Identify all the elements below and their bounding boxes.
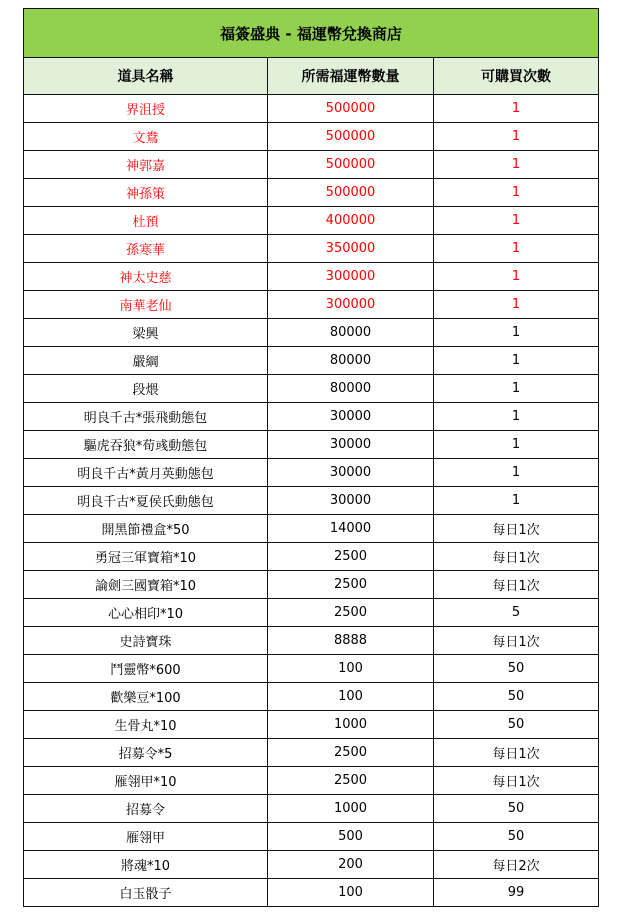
item-name-cell: 雁翎甲*10: [24, 767, 268, 795]
cost-cell: 30000: [268, 459, 434, 487]
purchase-limit-cell: 1: [434, 403, 599, 431]
purchase-limit-cell: 每日1次: [434, 767, 599, 795]
purchase-limit-cell: 1: [434, 291, 599, 319]
cost-cell: 100: [268, 683, 434, 711]
exchange-shop-table: [23, 8, 599, 907]
item-name-cell: 文鴦: [24, 123, 268, 151]
item-name-cell: 白玉骰子: [24, 879, 268, 907]
cost-cell: 500: [268, 823, 434, 851]
item-name-cell: 鬥靈幣*600: [24, 655, 268, 683]
table-row: [24, 207, 599, 235]
cost-cell: 30000: [268, 487, 434, 515]
table-row: [24, 851, 599, 879]
item-name-cell: 界沮授: [24, 95, 268, 123]
table-row: [24, 739, 599, 767]
table-row: [24, 767, 599, 795]
item-name-cell: 史詩寶珠: [24, 627, 268, 655]
cost-cell: 30000: [268, 403, 434, 431]
item-name-cell: 明良千古*黃月英動態包: [24, 459, 268, 487]
table-row: [24, 431, 599, 459]
purchase-limit-cell: 1: [434, 375, 599, 403]
item-name-cell: 招募令: [24, 795, 268, 823]
purchase-limit-cell: 1: [434, 459, 599, 487]
cost-cell: 30000: [268, 431, 434, 459]
cost-cell: 80000: [268, 347, 434, 375]
item-name-cell: 心心相印*10: [24, 599, 268, 627]
purchase-limit-cell: 1: [434, 95, 599, 123]
table-row: [24, 459, 599, 487]
cost-cell: 100: [268, 879, 434, 907]
purchase-limit-cell: 每日1次: [434, 739, 599, 767]
cost-cell: 2500: [268, 599, 434, 627]
item-name-cell: 明良千古*夏侯氏動態包: [24, 487, 268, 515]
cost-cell: 500000: [268, 95, 434, 123]
header-row: [24, 58, 599, 95]
table-row: [24, 599, 599, 627]
item-name-cell: 段煨: [24, 375, 268, 403]
purchase-limit-cell: 50: [434, 655, 599, 683]
table-row: [24, 263, 599, 291]
table-row: [24, 795, 599, 823]
table-row: [24, 543, 599, 571]
cost-cell: 500000: [268, 151, 434, 179]
purchase-limit-cell: 每日1次: [434, 571, 599, 599]
title-row: [24, 9, 599, 58]
item-name-cell: 開黑節禮盒*50: [24, 515, 268, 543]
cost-cell: 1000: [268, 795, 434, 823]
table-row: [24, 711, 599, 739]
cost-cell: 80000: [268, 319, 434, 347]
purchase-limit-cell: 1: [434, 207, 599, 235]
item-name-cell: 神孫策: [24, 179, 268, 207]
cost-cell: 350000: [268, 235, 434, 263]
table-row: [24, 683, 599, 711]
cost-cell: 100: [268, 655, 434, 683]
item-name-cell: 歡樂豆*100: [24, 683, 268, 711]
purchase-limit-cell: 每日1次: [434, 627, 599, 655]
table-row: [24, 571, 599, 599]
cost-cell: 1000: [268, 711, 434, 739]
purchase-limit-cell: 99: [434, 879, 599, 907]
purchase-limit-cell: 50: [434, 711, 599, 739]
item-name-cell: 孫寒華: [24, 235, 268, 263]
cost-cell: 300000: [268, 291, 434, 319]
cost-cell: 14000: [268, 515, 434, 543]
item-name-cell: 南華老仙: [24, 291, 268, 319]
purchase-limit-cell: 每日1次: [434, 543, 599, 571]
item-name-cell: 雁翎甲: [24, 823, 268, 851]
table-body: [24, 95, 599, 907]
table-row: [24, 95, 599, 123]
purchase-limit-cell: 1: [434, 151, 599, 179]
item-name-cell: 神郭嘉: [24, 151, 268, 179]
table-row: [24, 291, 599, 319]
column-header-purchase-limit: 可購買次數: [434, 58, 599, 95]
item-name-cell: 杜預: [24, 207, 268, 235]
cost-cell: 500000: [268, 179, 434, 207]
table-title: 福簽盛典 - 福運幣兌換商店: [24, 9, 599, 58]
item-name-cell: 招募令*5: [24, 739, 268, 767]
cost-cell: 2500: [268, 739, 434, 767]
column-header-cost: 所需福運幣數量: [268, 58, 434, 95]
item-name-cell: 梁興: [24, 319, 268, 347]
cost-cell: 500000: [268, 123, 434, 151]
item-name-cell: 神太史慈: [24, 263, 268, 291]
purchase-limit-cell: 1: [434, 123, 599, 151]
purchase-limit-cell: 1: [434, 347, 599, 375]
cost-cell: 200: [268, 851, 434, 879]
table-row: [24, 347, 599, 375]
table-row: [24, 487, 599, 515]
item-name-cell: 將魂*10: [24, 851, 268, 879]
item-name-cell: 論劍三國寶箱*10: [24, 571, 268, 599]
purchase-limit-cell: 5: [434, 599, 599, 627]
table-row: [24, 655, 599, 683]
cost-cell: 2500: [268, 767, 434, 795]
purchase-limit-cell: 每日2次: [434, 851, 599, 879]
table-row: [24, 319, 599, 347]
purchase-limit-cell: 1: [434, 179, 599, 207]
table-row: [24, 627, 599, 655]
table-row: [24, 375, 599, 403]
item-name-cell: 驅虎吞狼*荀彧動態包: [24, 431, 268, 459]
item-name-cell: 生骨丸*10: [24, 711, 268, 739]
table-row: [24, 151, 599, 179]
cost-cell: 80000: [268, 375, 434, 403]
table-row: [24, 879, 599, 907]
item-name-cell: 勇冠三軍寶箱*10: [24, 543, 268, 571]
purchase-limit-cell: 1: [434, 235, 599, 263]
purchase-limit-cell: 每日1次: [434, 515, 599, 543]
purchase-limit-cell: 50: [434, 823, 599, 851]
cost-cell: 2500: [268, 571, 434, 599]
purchase-limit-cell: 1: [434, 487, 599, 515]
cost-cell: 8888: [268, 627, 434, 655]
item-name-cell: 明良千古*張飛動態包: [24, 403, 268, 431]
table-row: [24, 179, 599, 207]
cost-cell: 400000: [268, 207, 434, 235]
cost-cell: 2500: [268, 543, 434, 571]
purchase-limit-cell: 50: [434, 683, 599, 711]
table-row: [24, 403, 599, 431]
table-row: [24, 515, 599, 543]
purchase-limit-cell: 1: [434, 431, 599, 459]
item-name-cell: 嚴綱: [24, 347, 268, 375]
table-row: [24, 823, 599, 851]
purchase-limit-cell: 1: [434, 263, 599, 291]
purchase-limit-cell: 50: [434, 795, 599, 823]
table-row: [24, 123, 599, 151]
purchase-limit-cell: 1: [434, 319, 599, 347]
table-row: [24, 235, 599, 263]
cost-cell: 300000: [268, 263, 434, 291]
column-header-item-name: 道具名稱: [24, 58, 268, 95]
